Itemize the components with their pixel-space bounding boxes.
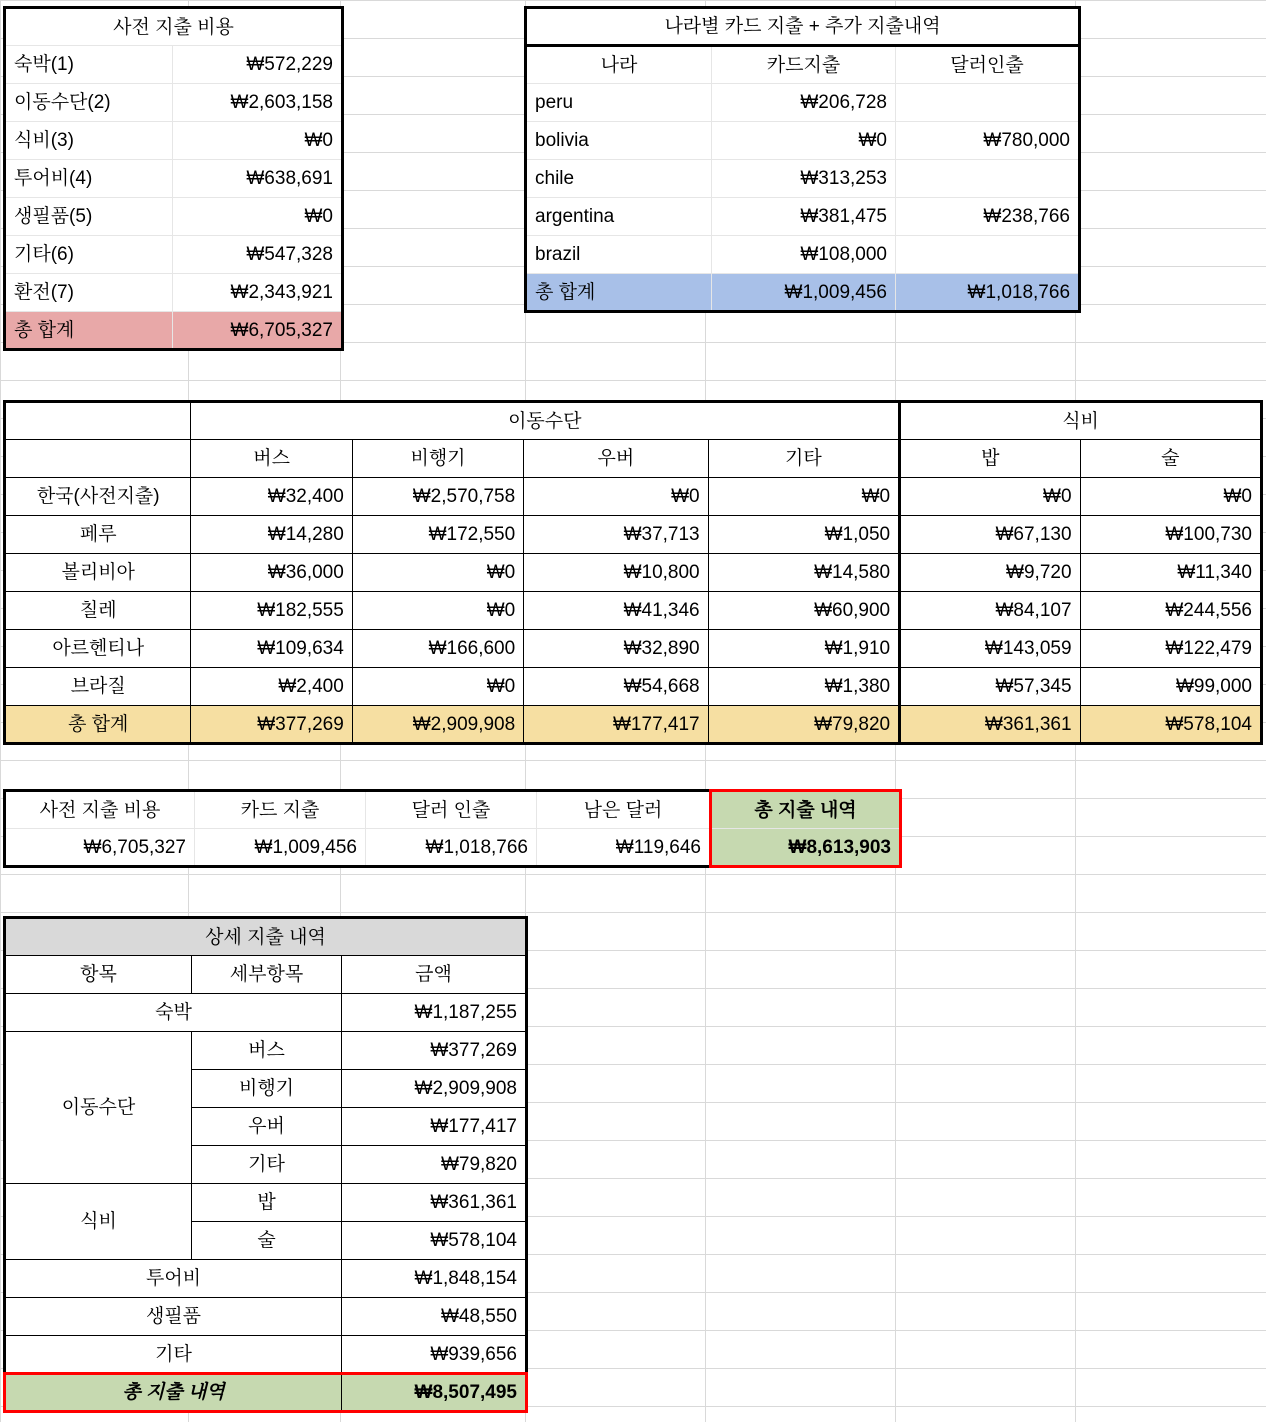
table-row-total[interactable] — [5, 706, 1262, 744]
matrix-cell: ₩182,555 — [191, 592, 352, 630]
country-cash-amount — [896, 236, 1080, 274]
summary-value: ₩6,705,327 — [5, 829, 195, 867]
matrix-cell: ₩54,668 — [524, 668, 708, 706]
table-row[interactable] — [5, 122, 343, 160]
detail-amount: ₩361,361 — [342, 1184, 527, 1222]
grid-row-line — [0, 380, 1266, 381]
matrix-region: 한국(사전지출) — [5, 478, 191, 516]
matrix-cell: ₩0 — [708, 478, 899, 516]
country-card-amount: ₩381,475 — [712, 198, 896, 236]
table-row[interactable] — [5, 1260, 527, 1298]
table-row[interactable] — [5, 630, 1262, 668]
country-card-amount: ₩108,000 — [712, 236, 896, 274]
country-card-amount: ₩206,728 — [712, 84, 896, 122]
matrix-total-cell: ₩578,104 — [1080, 706, 1261, 744]
detail-sub: 기타 — [192, 1146, 342, 1184]
table-row[interactable] — [5, 198, 343, 236]
detail-category: 식비 — [5, 1184, 192, 1260]
matrix-cell: ₩2,400 — [191, 668, 352, 706]
pre-expense-amount: ₩2,343,921 — [173, 274, 343, 312]
detail-category: 숙박 — [5, 994, 342, 1032]
detail-amount: ₩48,550 — [342, 1298, 527, 1336]
matrix-sub-header: 밥 — [900, 440, 1080, 478]
matrix-cell: ₩172,550 — [352, 516, 523, 554]
grid-column-line — [0, 0, 1, 1422]
pre-expense-total-amount: ₩6,705,327 — [173, 312, 343, 350]
table-row[interactable] — [5, 554, 1262, 592]
detail-expense-table[interactable] — [3, 916, 528, 1413]
table-row[interactable] — [5, 1336, 527, 1374]
grid-row-line — [0, 874, 1266, 875]
table-header-row[interactable] — [526, 46, 1080, 84]
table-row[interactable] — [526, 160, 1080, 198]
detail-amount: ₩2,909,908 — [342, 1070, 527, 1108]
matrix-cell: ₩122,479 — [1080, 630, 1261, 668]
matrix-cell: ₩57,345 — [900, 668, 1080, 706]
matrix-cell: ₩14,580 — [708, 554, 899, 592]
pre-expense-total-label: 총 합계 — [5, 312, 173, 350]
table-row[interactable] — [5, 668, 1262, 706]
table-row[interactable] — [5, 478, 1262, 516]
matrix-cell: ₩32,400 — [191, 478, 352, 516]
country-card-amount: ₩313,253 — [712, 160, 896, 198]
detail-sub: 우버 — [192, 1108, 342, 1146]
matrix-cell: ₩2,570,758 — [352, 478, 523, 516]
matrix-cell: ₩0 — [900, 478, 1080, 516]
matrix-total-cell: ₩377,269 — [191, 706, 352, 744]
matrix-cell: ₩0 — [352, 554, 523, 592]
country-name: argentina — [526, 198, 712, 236]
matrix-group-transport: 이동수단 — [191, 402, 900, 440]
pre-expense-amount: ₩638,691 — [173, 160, 343, 198]
detail-total-amount: ₩8,507,495 — [342, 1374, 527, 1412]
table-row[interactable] — [5, 516, 1262, 554]
country-total-card: ₩1,009,456 — [712, 274, 896, 312]
table-row[interactable] — [5, 160, 343, 198]
summary-header: 달러 인출 — [366, 791, 537, 829]
table-row[interactable] — [5, 918, 527, 956]
table-row[interactable] — [526, 122, 1080, 160]
pre-expense-label: 숙박(1) — [5, 46, 173, 84]
matrix-cell: ₩143,059 — [900, 630, 1080, 668]
country-name: brazil — [526, 236, 712, 274]
grid-row-line — [0, 912, 1266, 913]
pre-expense-table[interactable] — [3, 6, 344, 351]
col-header-cash: 달러인출 — [896, 46, 1080, 84]
table-row[interactable] — [526, 8, 1080, 46]
matrix-cell: ₩32,890 — [524, 630, 708, 668]
pre-expense-label: 환전(7) — [5, 274, 173, 312]
matrix-cell: ₩1,380 — [708, 668, 899, 706]
matrix-sub-header: 버스 — [191, 440, 352, 478]
table-row[interactable] — [5, 994, 527, 1032]
matrix-region: 브라질 — [5, 668, 191, 706]
matrix-cell: ₩1,050 — [708, 516, 899, 554]
table-row[interactable] — [5, 592, 1262, 630]
matrix-corner-cell-2 — [5, 440, 191, 478]
pre-expense-label: 이동수단(2) — [5, 84, 173, 122]
pre-expense-amount: ₩2,603,158 — [173, 84, 343, 122]
matrix-cell: ₩0 — [352, 668, 523, 706]
pre-expense-amount: ₩0 — [173, 198, 343, 236]
matrix-total-cell: ₩361,361 — [900, 706, 1080, 744]
summary-value: ₩119,646 — [537, 829, 711, 867]
detail-category: 기타 — [5, 1336, 342, 1374]
matrix-cell: ₩10,800 — [524, 554, 708, 592]
matrix-group-food: 식비 — [900, 402, 1262, 440]
detail-title: 상세 지출 내역 — [5, 918, 527, 956]
detail-col-amount: 금액 — [342, 956, 527, 994]
detail-amount: ₩1,187,255 — [342, 994, 527, 1032]
matrix-group-row[interactable] — [5, 402, 1262, 440]
matrix-header-row[interactable] — [5, 440, 1262, 478]
matrix-cell: ₩67,130 — [900, 516, 1080, 554]
matrix-cell: ₩0 — [524, 478, 708, 516]
detail-amount: ₩79,820 — [342, 1146, 527, 1184]
matrix-region: 아르헨티나 — [5, 630, 191, 668]
matrix-cell: ₩0 — [1080, 478, 1261, 516]
pre-expense-amount: ₩572,229 — [173, 46, 343, 84]
table-row[interactable] — [5, 1184, 527, 1222]
matrix-sub-header: 술 — [1080, 440, 1261, 478]
detail-amount: ₩177,417 — [342, 1108, 527, 1146]
matrix-cell: ₩41,346 — [524, 592, 708, 630]
detail-sub: 비행기 — [192, 1070, 342, 1108]
table-row[interactable] — [5, 1298, 527, 1336]
country-name: bolivia — [526, 122, 712, 160]
country-cash-amount: ₩780,000 — [896, 122, 1080, 160]
matrix-total-cell: ₩79,820 — [708, 706, 899, 744]
matrix-cell: ₩100,730 — [1080, 516, 1261, 554]
pre-expense-label: 생필품(5) — [5, 198, 173, 236]
pre-expense-label: 기타(6) — [5, 236, 173, 274]
matrix-cell: ₩36,000 — [191, 554, 352, 592]
detail-sub: 밥 — [192, 1184, 342, 1222]
summary-header: 카드 지출 — [195, 791, 366, 829]
matrix-cell: ₩99,000 — [1080, 668, 1261, 706]
pre-expense-amount: ₩547,328 — [173, 236, 343, 274]
matrix-total-cell: ₩2,909,908 — [352, 706, 523, 744]
table-row[interactable] — [5, 8, 343, 46]
summary-header-row[interactable] — [5, 791, 901, 829]
matrix-corner-cell — [5, 402, 191, 440]
detail-total-label: 총 지출 내역 — [5, 1374, 342, 1412]
table-row[interactable] — [526, 84, 1080, 122]
matrix-cell: ₩109,634 — [191, 630, 352, 668]
table-row[interactable] — [5, 236, 343, 274]
col-header-card: 카드지출 — [712, 46, 896, 84]
matrix-cell: ₩0 — [352, 592, 523, 630]
country-total-label: 총 합계 — [526, 274, 712, 312]
matrix-cell: ₩9,720 — [900, 554, 1080, 592]
table-row[interactable] — [5, 1032, 527, 1070]
matrix-total-label: 총 합계 — [5, 706, 191, 744]
summary-grand-total-header: 총 지출 내역 — [711, 791, 901, 829]
summary-grand-total-value: ₩8,613,903 — [711, 829, 901, 867]
table-row[interactable] — [526, 236, 1080, 274]
detail-amount: ₩1,848,154 — [342, 1260, 527, 1298]
table-row[interactable] — [5, 274, 343, 312]
pre-expense-label: 투어비(4) — [5, 160, 173, 198]
country-total-cash: ₩1,018,766 — [896, 274, 1080, 312]
detail-amount: ₩939,656 — [342, 1336, 527, 1374]
table-row-total[interactable] — [526, 274, 1080, 312]
country-card-amount: ₩0 — [712, 122, 896, 160]
matrix-cell: ₩1,910 — [708, 630, 899, 668]
detail-sub: 버스 — [192, 1032, 342, 1070]
matrix-cell: ₩14,280 — [191, 516, 352, 554]
detail-header-row[interactable] — [5, 956, 527, 994]
matrix-sub-header: 기타 — [708, 440, 899, 478]
matrix-region: 볼리비아 — [5, 554, 191, 592]
summary-strip-table[interactable] — [3, 789, 902, 868]
table-row-total[interactable] — [5, 312, 343, 350]
country-card-title: 나라별 카드 지출 + 추가 지출내역 — [526, 8, 1080, 46]
matrix-sub-header: 비행기 — [352, 440, 523, 478]
matrix-region: 페루 — [5, 516, 191, 554]
matrix-cell: ₩60,900 — [708, 592, 899, 630]
pre-expense-title: 사전 지출 비용 — [5, 8, 343, 46]
table-row[interactable] — [526, 198, 1080, 236]
matrix-region: 칠레 — [5, 592, 191, 630]
matrix-cell: ₩84,107 — [900, 592, 1080, 630]
summary-header: 남은 달러 — [537, 791, 711, 829]
col-header-country: 나라 — [526, 46, 712, 84]
pre-expense-amount: ₩0 — [173, 122, 343, 160]
grid-row-line — [0, 760, 1266, 761]
detail-col-sub: 세부항목 — [192, 956, 342, 994]
matrix-cell: ₩37,713 — [524, 516, 708, 554]
matrix-cell: ₩244,556 — [1080, 592, 1261, 630]
table-row-total[interactable] — [5, 1374, 527, 1412]
matrix-total-cell: ₩177,417 — [524, 706, 708, 744]
summary-value: ₩1,009,456 — [195, 829, 366, 867]
expense-matrix-table[interactable] — [3, 400, 1263, 745]
detail-category: 생필품 — [5, 1298, 342, 1336]
country-cash-amount — [896, 160, 1080, 198]
country-name: peru — [526, 84, 712, 122]
summary-value: ₩1,018,766 — [366, 829, 537, 867]
country-cash-amount: ₩238,766 — [896, 198, 1080, 236]
detail-amount: ₩578,104 — [342, 1222, 527, 1260]
summary-header: 사전 지출 비용 — [5, 791, 195, 829]
detail-sub: 술 — [192, 1222, 342, 1260]
country-cash-amount — [896, 84, 1080, 122]
table-row[interactable] — [5, 46, 343, 84]
country-card-table[interactable] — [524, 6, 1081, 313]
detail-category: 투어비 — [5, 1260, 342, 1298]
matrix-cell: ₩11,340 — [1080, 554, 1261, 592]
country-name: chile — [526, 160, 712, 198]
matrix-sub-header: 우버 — [524, 440, 708, 478]
summary-value-row[interactable] — [5, 829, 901, 867]
detail-category: 이동수단 — [5, 1032, 192, 1184]
matrix-cell: ₩166,600 — [352, 630, 523, 668]
detail-col-category: 항목 — [5, 956, 192, 994]
detail-amount: ₩377,269 — [342, 1032, 527, 1070]
grid-row-line — [0, 0, 1266, 1]
table-row[interactable] — [5, 84, 343, 122]
pre-expense-label: 식비(3) — [5, 122, 173, 160]
